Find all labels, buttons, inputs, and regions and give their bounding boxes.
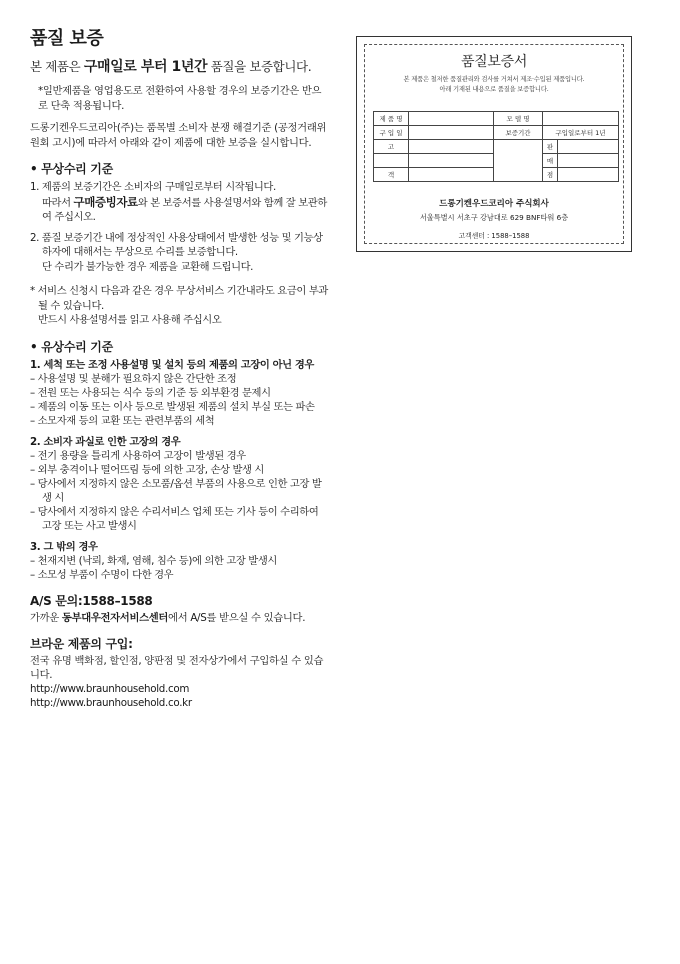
paid-case-3-item: – 천재지변 (낙뢰, 화재, 염해, 침수 등)에 의한 고장 발생시: [30, 554, 277, 567]
dealer-field[interactable]: [558, 140, 619, 154]
dealer-label: 점: [543, 168, 558, 182]
paid-case-2-heading: 2. 소비자 과실로 인한 고장의 경우: [30, 435, 181, 448]
product-name-field[interactable]: [409, 112, 494, 126]
free-repair-item-2-text: 2. 품질 보증기간 내에 정상적인 사용상태에서 발생한 성능 및 기능상 하자에 대해서는 무상으로 수리를 보증합니다.: [30, 231, 323, 258]
purchase-date-label: 구 입 일: [374, 126, 409, 140]
certificate-title: 품질보증서: [460, 54, 528, 70]
paid-case-1-item: – 제품의 이동 또는 이사 등으로 발생된 제품의 설치 부실 또는 파손: [30, 400, 315, 413]
model-name-field[interactable]: [543, 112, 619, 126]
customer-center: 고객센터 : 1588–1588: [458, 232, 530, 240]
paid-case-2-item: – 당사에서 지정하지 않은 소모품/옵션 부품의 사용으로 인한 고장 발생 시: [30, 477, 322, 504]
warranty-intro: [30, 58, 330, 76]
paid-case-2-item: – 전기 용량을 틀리게 사용하여 고장이 발생된 경우: [30, 449, 246, 462]
website-link-kr[interactable]: http://www.braunhousehold.co.kr: [30, 696, 192, 709]
product-name-label: 제 품 명: [374, 112, 409, 126]
spacer-cell: [494, 154, 543, 168]
free-repair-item-1: [30, 180, 330, 225]
paid-service-notice: [30, 284, 330, 328]
free-repair-item-2: [30, 231, 330, 275]
customer-label: 객: [374, 168, 409, 182]
service-center-name: 동부대우전자서비스센터: [61, 611, 169, 624]
intro-highlight: 구매일로 부터 1년간: [83, 59, 208, 75]
certificate-desc-line: 본 제품은 철저한 품질관리와 검사를 거쳐서 제조·수입된 제품입니다.: [403, 76, 585, 83]
free-repair-heading: • 무상수리 기준: [30, 162, 113, 176]
dealer-label: 매: [543, 154, 558, 168]
paid-case-1-item: – 전원 또는 사용되는 식수 등의 기준 등 외부환경 문제시: [30, 386, 271, 399]
paid-service-notice-text: * 서비스 신청시 다음과 같은 경우 무상서비스 기간내라도 요금이 부과 될 수 있습니다.: [30, 285, 328, 312]
spacer-cell: [494, 168, 543, 182]
dealer-label: 판: [543, 140, 558, 154]
proof-of-purchase: 구매증빙자료: [73, 194, 138, 209]
intro-text: 본 제품은: [30, 59, 84, 74]
paid-case-2-item: – 외부 충격이나 떨어뜨림 등에 의한 고장, 손상 발생 시: [30, 463, 264, 476]
company-name: 드롱기켄우드코리아 주식회사: [439, 199, 549, 209]
paid-case-1-item: – 소모자재 등의 교환 또는 관련부품의 세척: [30, 414, 215, 427]
website-link[interactable]: http://www.braunhousehold.com: [30, 682, 190, 695]
text-span: 와 본 보증서를 사용설명서와 함께 잘 보관하여 주십시오.: [42, 196, 327, 223]
dealer-field[interactable]: [558, 168, 619, 182]
purchase-date-field[interactable]: [409, 126, 494, 140]
as-inquiry-heading: A/S 문의:1588–1588: [30, 593, 153, 608]
customer-label-blank: [374, 154, 409, 168]
free-repair-item-1-cont: [30, 195, 330, 225]
text-span: 에서 A/S를 받으실 수 있습니다.: [168, 611, 306, 624]
customer-field[interactable]: [409, 140, 494, 154]
customer-field[interactable]: [409, 168, 494, 182]
text-span: 따라서: [42, 196, 74, 209]
intro-text-end: 품질을 보증합니다.: [207, 59, 312, 74]
certificate-form-table: [373, 111, 619, 182]
paid-case-2-item: – 당사에서 지정하지 않은 수리서비스 업체 또는 기사 등이 수리하여 고장 또는 사고 발생시: [30, 505, 319, 532]
certificate-description: [357, 75, 631, 95]
paid-case-1-heading: 1. 세척 또는 조정 사용설명 및 설치 등의 제품의 고장이 아닌 경우: [30, 358, 314, 371]
paid-case-1-item: – 사용설명 및 분해가 필요하지 않은 간단한 조정: [30, 372, 237, 385]
paid-case-3-item: – 소모성 부품이 수명이 다한 경우: [30, 568, 174, 581]
customer-label: 고: [374, 140, 409, 154]
paid-case-3-heading: 3. 그 밖의 경우: [30, 540, 98, 553]
free-repair-item-1-text: 1. 제품의 보증기간은 소비자의 구매일로부터 시작됩니다.: [30, 181, 276, 193]
purchase-heading: 브라운 제품의 구입:: [30, 636, 133, 651]
dispute-standard-note: 드롱기켄우드코리아(주)는 품목별 소비자 분쟁 해결기준 (공정거래위원회 고시)에 따라서 아래와 같이 제품에 대한 보증을 실시합니다.: [30, 122, 327, 149]
purchase-text: 전국 유명 백화점, 할인점, 양판점 및 전자상가에서 구입하실 수 있습니다.: [30, 654, 324, 681]
dealer-field[interactable]: [558, 154, 619, 168]
model-name-label: 모 델 명: [494, 112, 543, 126]
warranty-period-label: 보증기간: [494, 126, 543, 140]
warranty-period-value: 구입일로부터 1년: [543, 126, 619, 140]
read-manual-note: 반드시 사용설명서를 읽고 사용해 주십시오: [38, 314, 222, 326]
paid-repair-heading: • 유상수리 기준: [30, 339, 113, 354]
as-inquiry-text: [30, 611, 330, 625]
warranty-info-column: [30, 24, 330, 710]
customer-field[interactable]: [409, 154, 494, 168]
warranty-certificate: [356, 36, 632, 252]
company-address: 서울특별시 서초구 강남대로 629 BNF타워 6층: [419, 213, 569, 222]
page-title: 품질 보증: [30, 28, 104, 49]
business-use-note: *일반제품을 영업용도로 전환하여 사용할 경우의 보증기간은 반으로 단축 적용됩니다.: [38, 85, 322, 112]
spacer-cell: [494, 140, 543, 154]
certificate-desc-line: 아래 기재된 내용으로 품질을 보증합니다.: [439, 86, 549, 93]
text-span: 가까운: [30, 611, 62, 624]
free-repair-item-2-cont: 단 수리가 불가능한 경우 제품을 교환해 드립니다.: [42, 260, 254, 273]
